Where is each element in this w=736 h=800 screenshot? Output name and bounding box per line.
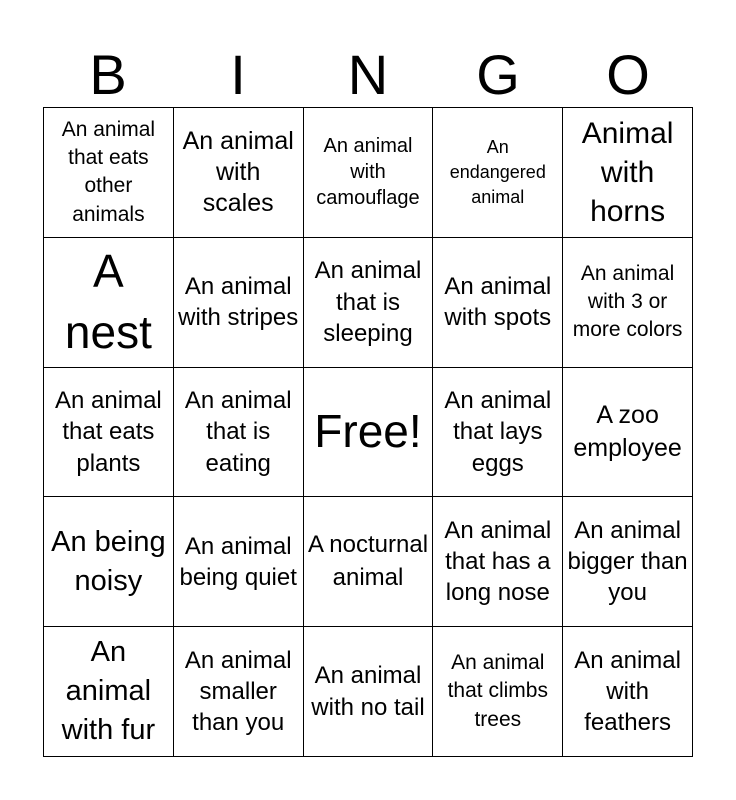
bingo-cell-label: An animal bigger than you (567, 517, 688, 607)
header-letter-b: B (89, 43, 127, 106)
bingo-cell-r3c4[interactable] (433, 368, 563, 498)
bingo-cell-label: An animal that has a long nose (444, 517, 552, 607)
bingo-cell-label: An animal that is sleeping (314, 257, 422, 347)
bingo-cell-label: Free! (314, 405, 422, 458)
bingo-cell-r2c1[interactable] (44, 238, 174, 368)
bingo-cell-label: An animal smaller than you (184, 646, 292, 737)
bingo-cell-label: An animal with stripes (178, 273, 299, 332)
bingo-cell-label: An animal with fur (61, 635, 156, 747)
bingo-cell-label: An animal that climbs trees (447, 651, 548, 731)
bingo-cell-label: An animal with feathers (574, 646, 681, 737)
bingo-cell-r5c3[interactable] (304, 627, 434, 757)
bingo-cell-r5c5[interactable] (563, 627, 693, 757)
bingo-cell-label: An being noisy (51, 525, 166, 597)
bingo-cell-label: A zoo employee (573, 401, 682, 462)
bingo-cell-label: An animal that eats other animals (61, 117, 156, 226)
bingo-cell-label: An animal that eats plants (55, 387, 162, 477)
bingo-cell-r5c1[interactable] (44, 627, 174, 757)
bingo-cell-r2c4[interactable] (433, 238, 563, 368)
bingo-cell-label: An animal that lays eggs (444, 387, 552, 477)
bingo-board (43, 107, 693, 757)
free-space-cell[interactable] (304, 368, 434, 498)
bingo-cell-r4c4[interactable] (433, 497, 563, 627)
bingo-cell-label: An animal with camouflage (316, 135, 420, 210)
bingo-cell-label: An animal with no tail (311, 662, 425, 721)
bingo-cell-label: A nocturnal animal (307, 531, 429, 591)
bingo-header (43, 42, 693, 108)
bingo-cell-r1c3[interactable] (304, 108, 434, 238)
bingo-cell-r1c5[interactable] (563, 108, 693, 238)
header-letter-i: I (230, 43, 246, 106)
bingo-cell-r2c5[interactable] (563, 238, 693, 368)
header-letter-o: O (606, 43, 650, 106)
bingo-cell-r3c5[interactable] (563, 368, 693, 498)
bingo-cell-r1c4[interactable] (433, 108, 563, 238)
bingo-cell-r4c2[interactable] (174, 497, 304, 627)
bingo-cell-r4c1[interactable] (44, 497, 174, 627)
bingo-cell-r2c2[interactable] (174, 238, 304, 368)
bingo-cell-r4c3[interactable] (304, 497, 434, 627)
bingo-cell-label: An animal being quiet (179, 532, 297, 591)
bingo-cell-label: Animal with horns (581, 116, 674, 228)
bingo-cell-r2c3[interactable] (304, 238, 434, 368)
bingo-cell-label: An animal with 3 or more colors (572, 261, 683, 342)
bingo-cell-r1c1[interactable] (44, 108, 174, 238)
bingo-cell-label: An animal with spots (444, 273, 552, 332)
bingo-cell-label: An animal with scales (182, 126, 294, 218)
bingo-cell-label: A nest (64, 245, 152, 359)
header-letter-g: G (476, 43, 520, 106)
bingo-cell-r1c2[interactable] (174, 108, 304, 238)
bingo-cell-r3c1[interactable] (44, 368, 174, 498)
bingo-cell-label: An animal that is eating (184, 387, 292, 477)
header-letter-n: N (347, 43, 389, 106)
bingo-cell-r5c4[interactable] (433, 627, 563, 757)
bingo-cell-r3c2[interactable] (174, 368, 304, 498)
bingo-cell-label: An endangered animal (449, 136, 546, 207)
bingo-cell-r5c2[interactable] (174, 627, 304, 757)
bingo-cell-r4c5[interactable] (563, 497, 693, 627)
